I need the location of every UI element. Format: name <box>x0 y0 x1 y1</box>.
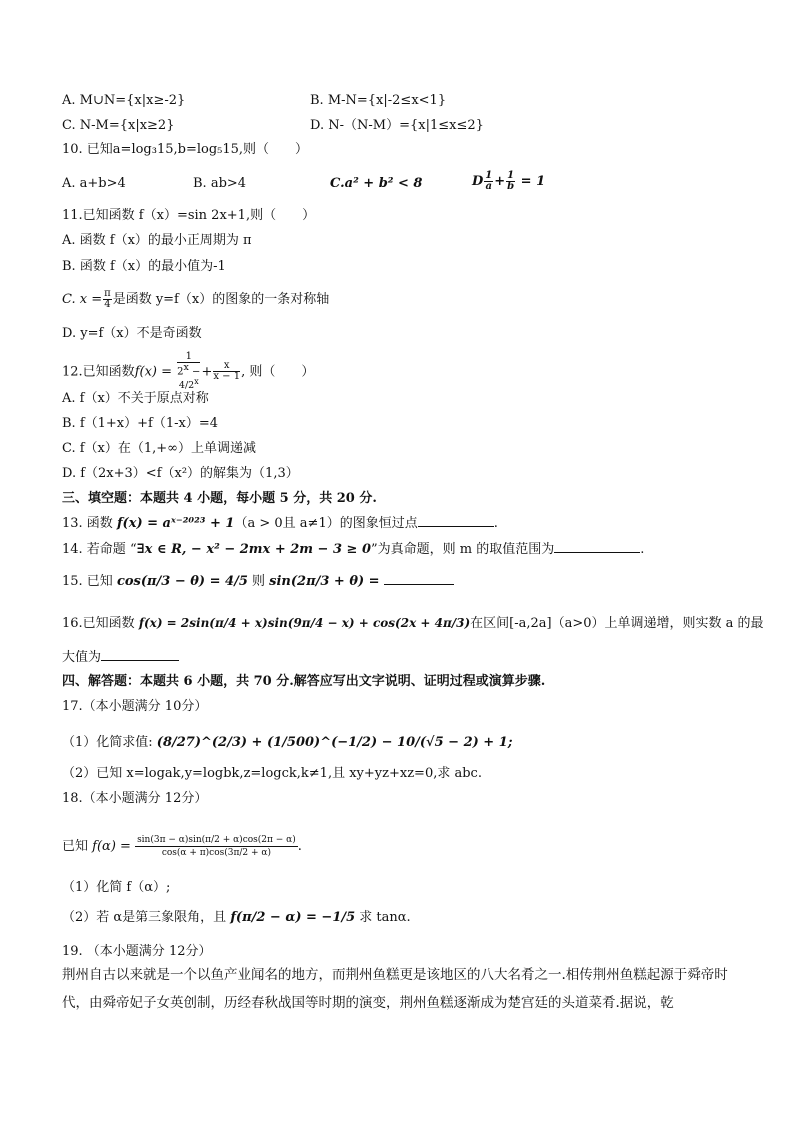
answer-blank[interactable] <box>101 648 179 661</box>
q12-fraction-2: $\frac{x}{x - 1}$ <box>213 360 241 383</box>
q12-fraction-1: 1 $2^x$ − $4/2^x$ <box>177 351 201 392</box>
q14: 14. 若命题 “∃x ∈ R, − x² − 2mx + 2m − 3 ≥ 0”为真命题，则 m 的取值范围为 . <box>62 542 645 557</box>
q10-option-d-prefix: D <box>472 174 484 189</box>
q13: 13. 函数 f(x) = aˣ⁻²⁰²³ + 1（a > 0且 a≠1）的图象恒过点 . <box>62 516 498 531</box>
q11-option-c-suffix: 是函数 y=f（x）的图象的一条对称轴 <box>112 292 330 307</box>
q11-option-c-prefix: C. x = <box>62 292 103 307</box>
section-3-title: 三、填空题：本题共 4 小题，每小题 5 分，共 20 分. <box>62 491 377 506</box>
q10-stem: 10. 已知a=log₃15,b=log₅15,则（ ） <box>62 142 309 157</box>
q11-stem: 11.已知函数 f（x）=sin 2x+1,则（ ） <box>62 208 316 223</box>
q18-part-2: （2）若 α是第三象限角，且 f(π/2 − α) = −1/5 求 tanα. <box>62 910 411 925</box>
q10-option-d-suffix: = 1 <box>520 174 546 189</box>
q18-header: 18.（本小题满分 12分） <box>62 791 208 806</box>
q16-line-2: 大值为 <box>62 648 179 667</box>
q10-option-a: A. a+b>4 <box>62 176 126 191</box>
q19-header: 19. （本小题满分 12分） <box>62 944 212 959</box>
q17-part-1: （1）化简求值: (8/27)^(2/3) + (1/500)^(−1/2) − 10/(√5 − 2) + 1; <box>62 735 513 750</box>
q9-option-c: C. N-M={x|x≥2} <box>62 118 175 133</box>
answer-blank[interactable] <box>418 514 494 527</box>
q12-stem: 12.已知函数f(x) = 1 $2^x$ − $4/2^x$ + $\frac{x}{x - 1}$ , 则（ ） <box>62 351 315 392</box>
fraction-pi-over-4: $\frac{\pi}{4}$ <box>104 288 111 310</box>
q18-definition: 已知 f(α) = $\frac{\sin(3\pi - \alpha)\sin(\pi/2 + \alpha)\cos(2\pi - \alpha)}{\cos(\alpha + \pi)\cos(3\pi/2 + \alpha)}$ . <box>62 835 302 858</box>
q10-option-b: B. ab>4 <box>193 176 247 191</box>
q18-fraction: $\frac{\sin(3\pi - \alpha)\sin(\pi/2 + \alpha)\cos(2\pi - \alpha)}{\cos(\alpha + \pi)\cos(3\pi/2 + \alpha)}$ <box>137 835 296 858</box>
q9-option-d: D. N-（N-M）={x|1≤x≤2} <box>310 118 484 133</box>
q10-option-d: D $\frac{1}{a}$ + $\frac{1}{b}$ = 1 <box>472 170 546 192</box>
q12-option-c: C. f（x）在（1,+∞）上单调递减 <box>62 441 257 456</box>
q11-option-c <box>62 289 329 310</box>
q10-option-c: C.a² + b² < 8 <box>330 176 423 191</box>
answer-blank[interactable] <box>554 540 640 553</box>
q11-option-a: A. 函数 f（x）的最小正周期为 π <box>62 233 252 248</box>
q12-option-d: D. f（2x+3）<f（x²）的解集为（1,3） <box>62 466 299 481</box>
q15: 15. 已知 cos(π/3 − θ) = 4/5 则 sin(2π/3 + θ) = <box>62 572 454 591</box>
fraction-1-over-a: $\frac{1}{a}$ <box>485 170 493 192</box>
q18-part-1: （1）化简 f（α）; <box>62 880 171 895</box>
q16-line-1: 16.已知函数 f(x) = 2sin(π/4 + x)sin(9π/4 − x) + cos(2x + 4π/3)在区间[-a,2a]（a>0）上单调递增，则实数 a 的最 <box>62 616 764 631</box>
q9-option-a: A. M∪N={x|x≥-2} <box>62 93 186 108</box>
q12-option-a: A. f（x）不关于原点对称 <box>62 391 209 406</box>
q12-option-b: B. f（1+x）+f（1-x）=4 <box>62 416 218 431</box>
q11-option-b: B. 函数 f（x）的最小值为-1 <box>62 259 226 274</box>
q9-option-b: B. M-N={x|-2≤x<1} <box>310 93 447 108</box>
q17-header: 17.（本小题满分 10分） <box>62 699 208 714</box>
q17-part-2: （2）已知 x=logak,y=logbk,z=logck,k≠1,且 xy+yz+xz=0,求 abc. <box>62 766 482 781</box>
fraction-1-over-b: $\frac{1}{b}$ <box>507 170 515 192</box>
answer-blank[interactable] <box>384 572 454 585</box>
q19-paragraph: 荆州自古以来就是一个以鱼产业闻名的地方，而荆州鱼糕更是该地区的八大名肴之一.相传荆州鱼糕起源于舜帝时代，由舜帝妃子女英创制，历经春秋战国等时期的演变，荆州鱼糕逐渐成为楚宫廷的头道菜肴.据说，乾 <box>62 967 728 1011</box>
section-4-title: 四、解答题：本题共 6 小题，共 70 分.解答应写出文字说明、证明过程或演算步骤. <box>62 674 546 689</box>
q11-option-d: D. y=f（x）不是奇函数 <box>62 326 202 341</box>
